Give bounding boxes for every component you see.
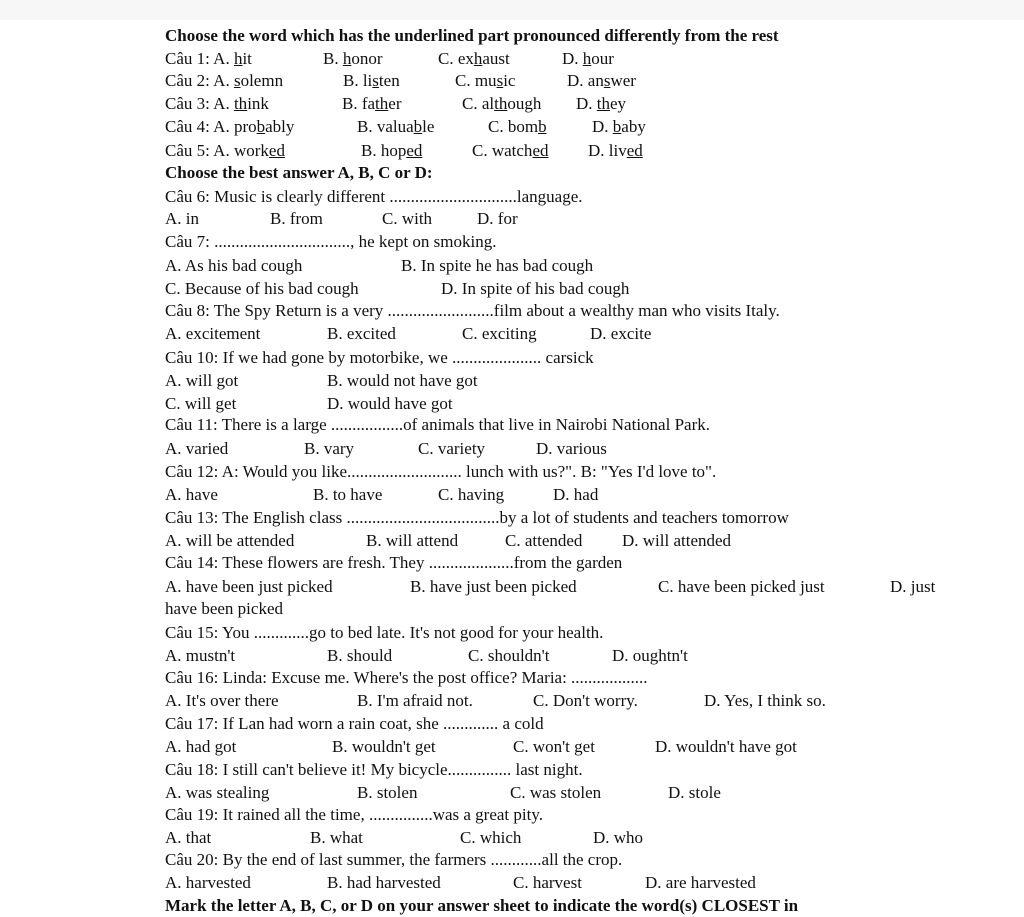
option-c: C. music [455, 71, 516, 90]
option-d: D. will attended [622, 531, 732, 550]
option-a: A. harvested [165, 873, 251, 892]
option-b: B. from [270, 209, 323, 228]
option-b: B. In spite he has bad cough [401, 256, 594, 275]
option-a: Câu 5: A. worked [165, 141, 285, 160]
option-a: A. varied [165, 439, 229, 458]
option-d: D. for [477, 209, 518, 228]
option-d: D. baby [592, 117, 646, 136]
option-a: Câu 3: A. think [165, 94, 269, 113]
option-b: B. hoped [361, 141, 423, 160]
section-heading-closest-meaning: Mark the letter A, B, C, or D on your answer sheet to indicate the word(s) CLOSEST in [165, 896, 799, 915]
question-17: Câu 17: If Lan had worn a rain coat, she ............. a cold [165, 714, 544, 733]
option-d: D. various [536, 439, 607, 458]
option-d: D. oughtn't [612, 646, 688, 665]
option-b: B. I'm afraid not. [357, 691, 473, 710]
option-c: C. having [438, 485, 505, 504]
question-6: Câu 6: Music is clearly different ..............................language. [165, 187, 583, 206]
option-a: Câu 2: A. solemn [165, 71, 284, 90]
option-b: B. excited [327, 324, 396, 343]
option-b: B. stolen [357, 783, 418, 802]
option-a: A. have [165, 485, 218, 504]
option-d: D. just [890, 577, 936, 596]
question-8: Câu 8: The Spy Return is a very .........................film about a wealthy man who visits Italy. [165, 301, 780, 320]
option-d: D. had [553, 485, 599, 504]
option-d: D. answer [567, 71, 636, 90]
option-b: B. honor [323, 49, 383, 68]
option-d: D. Yes, I think so. [704, 691, 826, 710]
option-c: C. was stolen [510, 783, 602, 802]
option-a: A. that [165, 828, 212, 847]
option-a: A. had got [165, 737, 237, 756]
question-18: Câu 18: I still can't believe it! My bicycle............... last night. [165, 760, 583, 779]
option-a: Câu 1: A. hit [165, 49, 252, 68]
option-a: A. will got [165, 371, 239, 390]
option-d: D. excite [590, 324, 652, 343]
option-d: D. stole [668, 783, 721, 802]
option-b: B. will attend [366, 531, 459, 550]
option-c: C. attended [505, 531, 583, 550]
top-margin [0, 0, 1024, 20]
question-19: Câu 19: It rained all the time, ...............was a great pity. [165, 805, 543, 824]
option-b: B. had harvested [327, 873, 441, 892]
question-12: Câu 12: A: Would you like........................... lunch with us?". B: "Yes I'd love to". [165, 462, 717, 481]
option-d: D. they [576, 94, 627, 113]
option-c: C. Because of his bad cough [165, 279, 359, 298]
option-a: A. in [165, 209, 199, 228]
option-c: C. won't get [513, 737, 595, 756]
option-a: A. will be attended [165, 531, 295, 550]
option-b: B. to have [313, 485, 383, 504]
option-a: A. have been just picked [165, 577, 333, 596]
option-c: C. shouldn't [468, 646, 550, 665]
option-c: C. exhaust [438, 49, 510, 68]
question-13: Câu 13: The English class ....................................by a lot of students and teachers tomorrow [165, 508, 789, 527]
option-c: C. although [462, 94, 542, 113]
question-15: Câu 15: You .............go to bed late. It's not good for your health. [165, 623, 604, 642]
option-a: A. excitement [165, 324, 261, 343]
option-c: C. bomb [488, 117, 547, 136]
option-d: D. lived [588, 141, 643, 160]
option-b: B. valuable [357, 117, 435, 136]
section-heading-best-answer: Choose the best answer A, B, C or D: [165, 163, 433, 182]
option-b: B. father [342, 94, 402, 113]
question-7: Câu 7: ................................, he kept on smoking. [165, 232, 497, 251]
option-c: C. which [460, 828, 522, 847]
option-d-continued: have been picked [165, 599, 283, 618]
option-d: D. In spite of his bad cough [441, 279, 630, 298]
question-16: Câu 16: Linda: Excuse me. Where's the post office? Maria: .................. [165, 668, 648, 687]
option-c: C. with [382, 209, 433, 228]
option-b: B. what [310, 828, 363, 847]
option-c: C. Don't worry. [533, 691, 638, 710]
option-c: C. have been picked just [658, 577, 825, 596]
option-c: C. exciting [462, 324, 537, 343]
option-b: B. should [327, 646, 393, 665]
option-a: A. mustn't [165, 646, 236, 665]
option-b: B. wouldn't get [332, 737, 436, 756]
question-14: Câu 14: These flowers are fresh. They ....................from the garden [165, 553, 623, 572]
option-b: B. have just been picked [410, 577, 577, 596]
section-heading-pronunciation: Choose the word which has the underlined part pronounced differently from the rest [165, 26, 779, 45]
option-b: B. vary [304, 439, 355, 458]
option-a: A. was stealing [165, 783, 270, 802]
option-c: C. variety [418, 439, 486, 458]
option-a: A. It's over there [165, 691, 279, 710]
option-d: D. who [593, 828, 644, 847]
option-c: C. watched [472, 141, 549, 160]
question-20: Câu 20: By the end of last summer, the farmers ............all the crop. [165, 850, 623, 869]
option-c: C. will get [165, 394, 237, 413]
option-d: D. wouldn't have got [655, 737, 797, 756]
question-11: Câu 11: There is a large .................of animals that live in Nairobi National Park. [165, 415, 710, 434]
option-c: C. harvest [513, 873, 582, 892]
option-b: B. would not have got [327, 371, 478, 390]
option-a: A. As his bad cough [165, 256, 303, 275]
option-b: B. listen [343, 71, 400, 90]
option-d: D. would have got [327, 394, 453, 413]
option-d: D. hour [562, 49, 614, 68]
option-d: D. are harvested [645, 873, 756, 892]
option-a: Câu 4: A. probably [165, 117, 295, 136]
question-10: Câu 10: If we had gone by motorbike, we ..................... carsick [165, 348, 594, 367]
